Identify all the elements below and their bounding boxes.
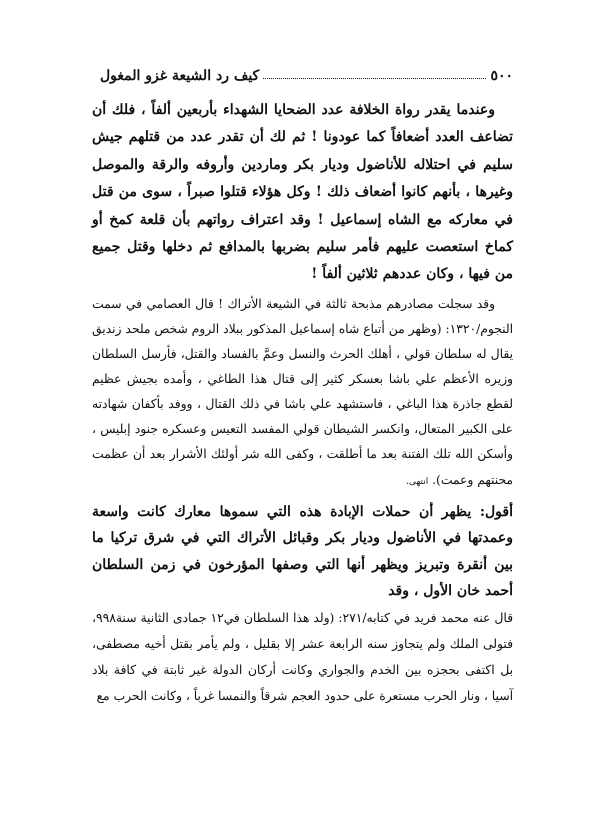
running-header xyxy=(100,62,513,84)
header-dotted-leader xyxy=(263,74,486,79)
paragraph-2-text: وقد سجلت مصادرهم مذبحة ثالثة في الشيعة الأتراك ! قال العصامي في سمت النجوم/١٣٢٠: (وظهر من أتباع شاه إسماعيل المذكور ببلاد الروم شخص ملحد زنديق يقال له سلطان قولي ، أهلك الحرث والنسل وعمَّ بالفساد والقتل، فأرسل السلطان وزيره الأعظم علي باشا بعسكر كثير إلى قتال هذا الطاغي ، وأمده بجيش عظيم لقطع جاذرة هذا الباغي ، فاستشهد علي باشا في ذلك القتال ، ووفد بأكفان شهادته على الكبير المتعال، وانكسر الشيطان قولي المفسد التعيس وعسكره جنود إبليس ، وأسكن الله تلك الفتنة بعد ما أطلقت ، وكفى الله شر أولئك الأشرار بعد أن عظمت محنتهم وعمت). xyxy=(92,296,513,487)
paragraph-3: أقول: يظهر أن حملات الإبادة هذه التي سموها معارك كانت واسعة وعمدتها في الأناضول وديار بكر وقبائل الأتراك التي في شرق تركيا ما بين أنقرة وتبريز ويظهر أنها التي وصفها المؤرخون في زمن السلطان أحمد خان الأول ، وقد xyxy=(92,503,513,600)
paragraph-1: وعندما يقدر رواة الخلافة عدد الضحايا الشهداء بأربعين ألفاً ، فلك أن تضاعف العدد أضعافاً كما عودونا ! ثم لك أن تقدر عدد من قتلهم جيش سليم في احتلاله للأناضول وديار بكر وماردين وأروفه والرقة والموصل وغيرها ، بأنهم كانوا أضعاف ذلك ! وكل هؤلاء قتلوا صبراً ، سوى من قتل في معاركه مع الشاه إسماعيل ! وقد اعتراف رواتهم بأن قلعة كمخ أو كماخ استعصت عليهم فأمر سليم بضربها بالمدافع ثم دخلها وقتل جميع من فيها ، وكان عددهم ثلاثين ألفاً ! xyxy=(92,102,513,283)
paragraph-4: قال عنه محمد فريد في كتابه/٢٧١: (ولد هذا السلطان في١٢ جمادى الثانية سنة٩٩٨، فتولى الملك ولم يتجاوز سنه الرابعة عشر إلا بقليل ، ولم يأمر بقتل أخيه مصطفى، بل اكتفى بحجزه بين الخدم والجواري وكانت أركان الدولة غير ثابتة في كافة بلاد آسيا ، ونار الحرب مستعرة على حدود العجم شرقاً والنمسا غرباً ، وكانت الحرب مع xyxy=(92,610,513,703)
page-number: ٥٠٠ xyxy=(490,68,513,84)
paragraph-2 xyxy=(92,292,513,495)
page-body xyxy=(92,97,513,709)
quote-end-marker: انتهى. xyxy=(405,476,429,487)
running-title: كيف رد الشيعة غزو المغول xyxy=(100,68,260,84)
